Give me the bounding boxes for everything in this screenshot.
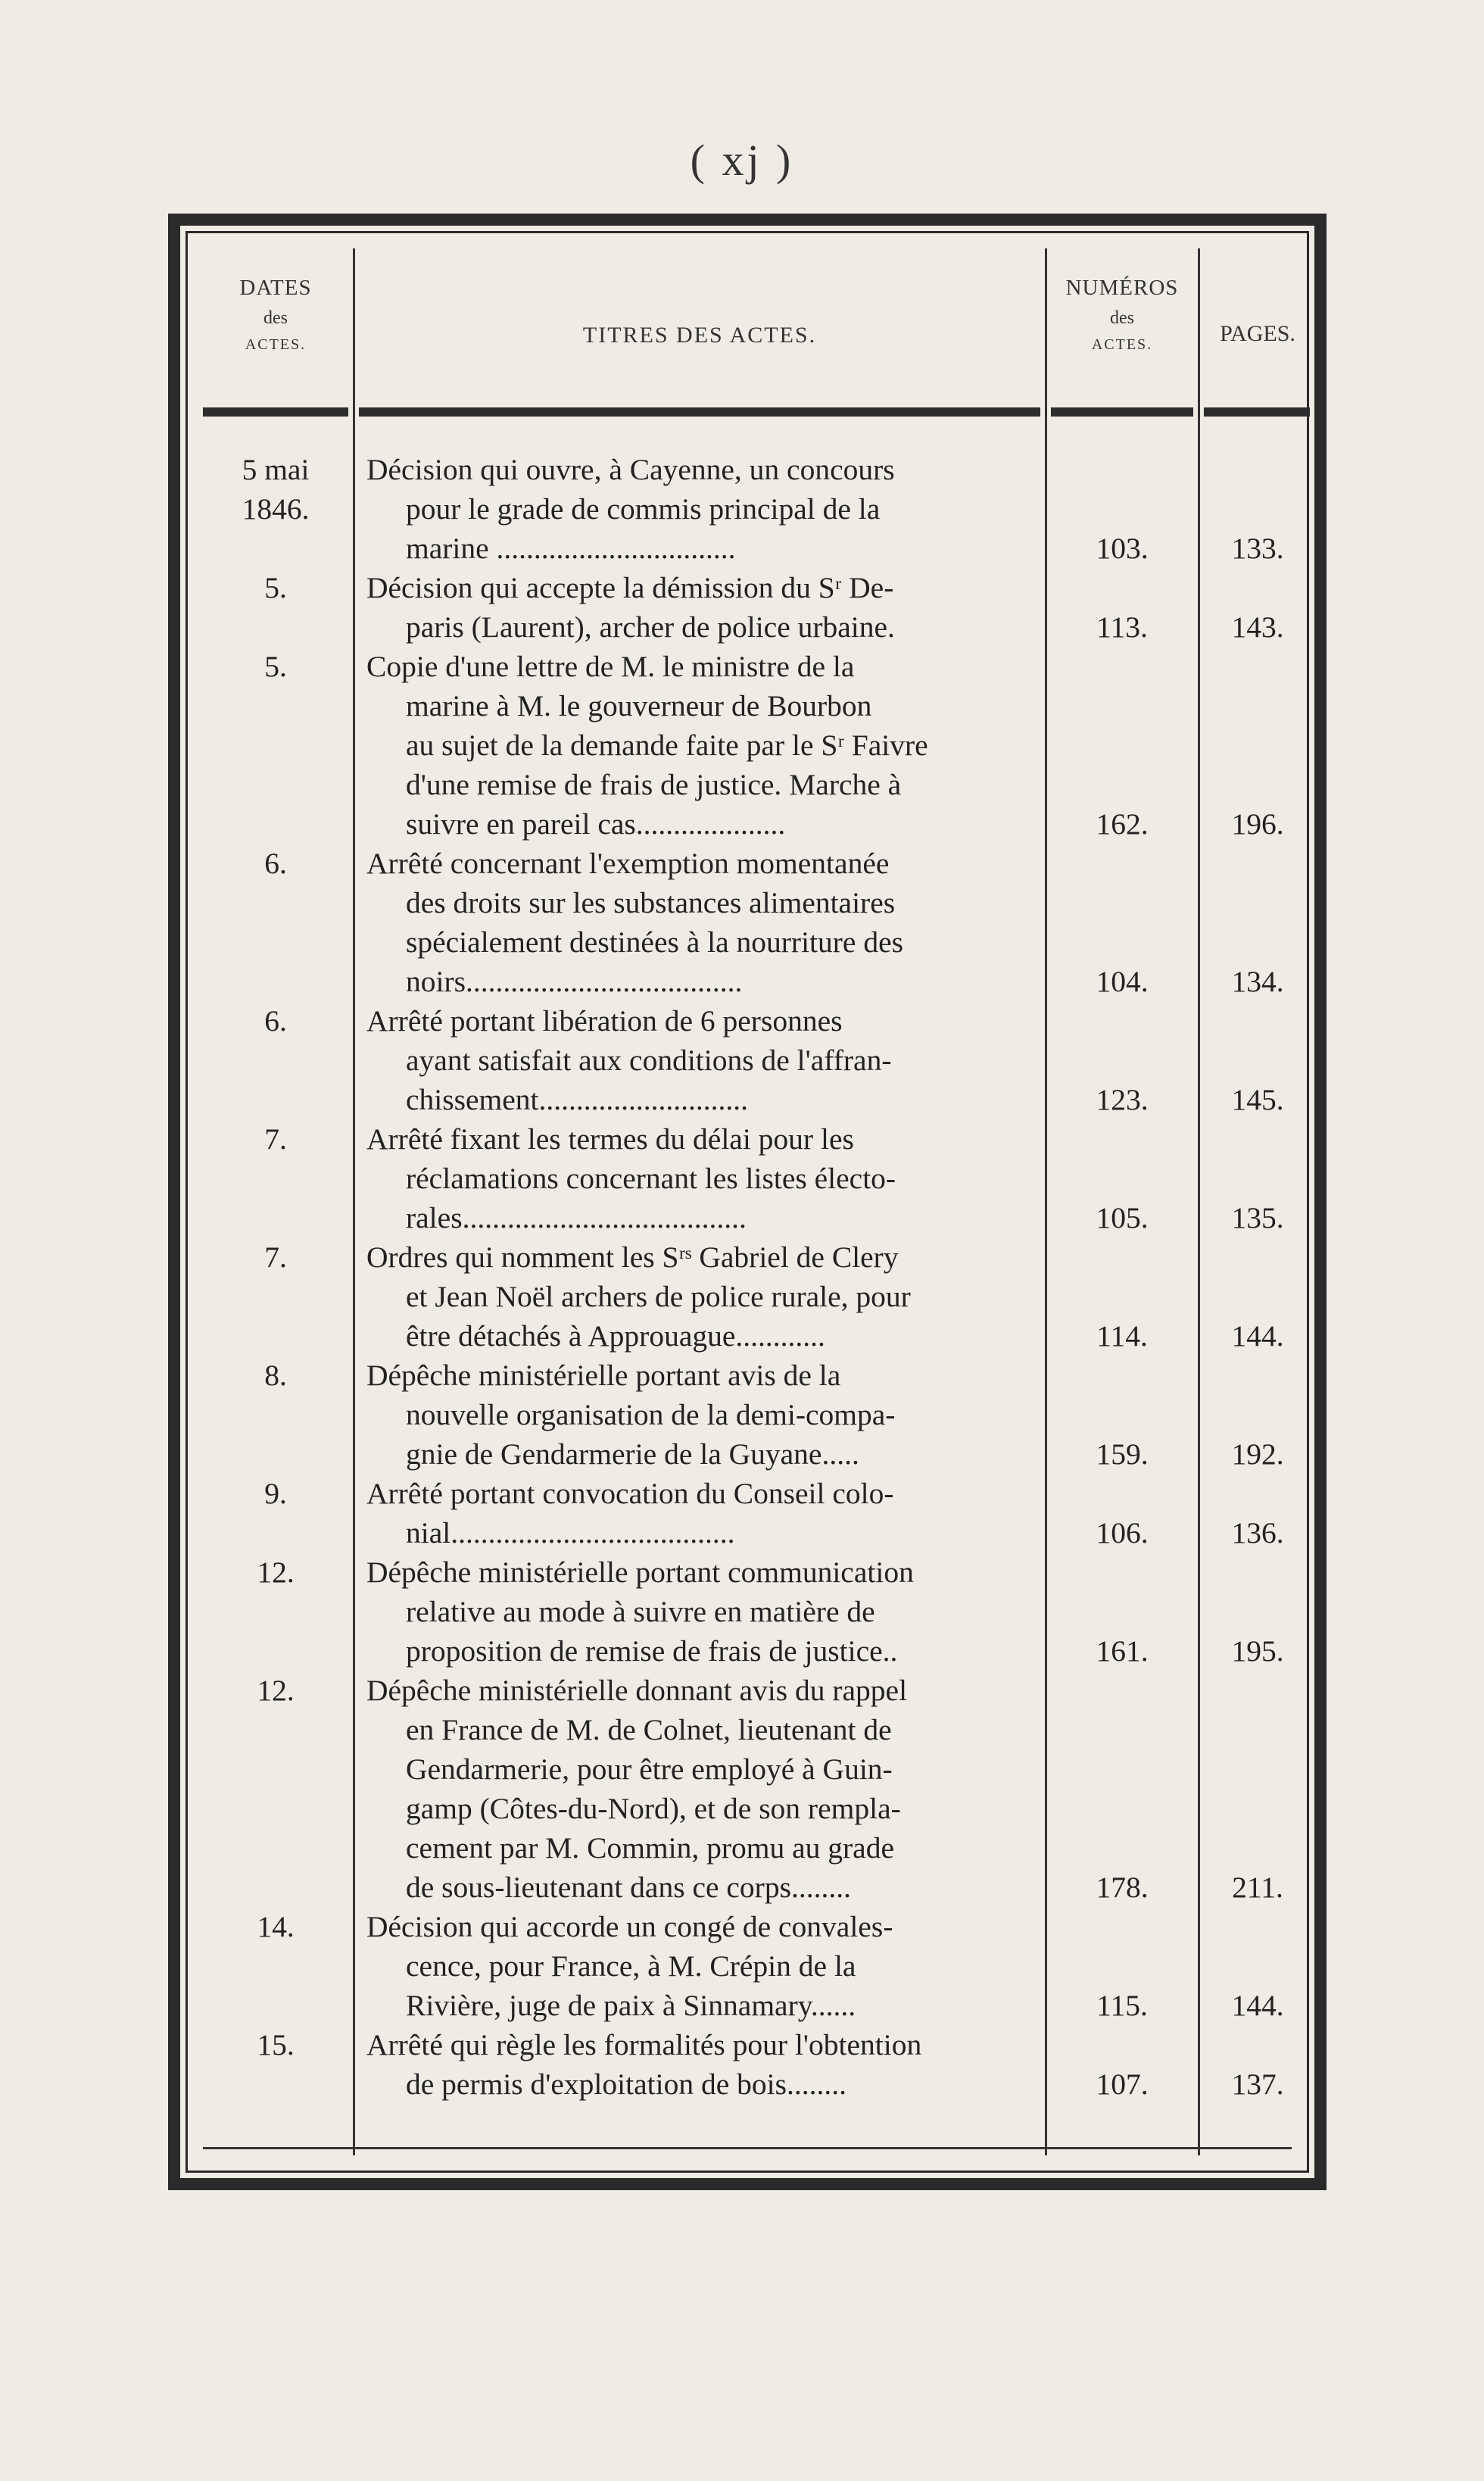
act-title: [366, 1553, 1036, 1671]
act-title-line: ayant satisfait aux conditions de l'affran-: [406, 1044, 892, 1077]
act-number: 106.: [1096, 1516, 1149, 1549]
act-number: 114.: [1096, 1319, 1148, 1353]
act-title: [366, 568, 1036, 647]
act-title-line: rales......................................: [406, 1201, 747, 1234]
act-date: 12.: [257, 1674, 295, 1707]
act-title-line: Arrêté concernant l'exemption momentanée: [366, 847, 890, 880]
act-date: 6.: [264, 847, 287, 880]
bottom-rule: [203, 2147, 1292, 2149]
act-title-line: proposition de remise de frais de justice..: [406, 1634, 898, 1668]
act-date: 15.: [257, 2028, 295, 2061]
act-date: 12.: [257, 1556, 295, 1589]
header-dates-main: DATES: [239, 276, 312, 300]
act-title: [366, 844, 1036, 1001]
header-rule: [203, 407, 348, 417]
act-title-line: d'une remise de frais de justice. Marche à: [406, 768, 902, 801]
act-number: 105.: [1096, 1201, 1149, 1234]
table-row: [180, 1119, 1314, 1237]
act-date: 5.: [264, 650, 287, 683]
act-title-line: Arrêté fixant les termes du délai pour les: [366, 1122, 854, 1156]
act-title: [366, 2025, 1036, 2104]
act-title-line: Décision qui accepte la démission du Sʳ De-: [366, 571, 894, 604]
act-page: 144.: [1231, 1989, 1284, 2022]
table-row: [180, 1237, 1314, 1356]
act-title-line: Rivière, juge de paix à Sinnamary......: [406, 1989, 856, 2022]
act-title-line: Dépêche ministérielle donnant avis du rappel: [366, 1674, 908, 1707]
act-title-line: spécialement destinées à la nourriture des: [406, 925, 903, 959]
table-body: [180, 450, 1314, 2104]
act-title: [366, 1001, 1036, 1119]
header-pages: PAGES.: [1220, 321, 1295, 346]
act-title-line: marine à M. le gouverneur de Bourbon: [406, 689, 872, 722]
act-title: [366, 450, 1036, 568]
act-page: 195.: [1231, 1634, 1284, 1668]
act-title-line: Arrêté portant convocation du Conseil colo-: [366, 1477, 894, 1510]
header-numeros-sub2: ACTES.: [1091, 336, 1153, 353]
act-number: 107.: [1096, 2068, 1149, 2101]
act-title-line: pour le grade de commis principal de la: [406, 492, 881, 526]
act-page: 137.: [1231, 2068, 1284, 2101]
header-dates-sub2: ACTES.: [245, 336, 307, 353]
act-title-line: suivre en pareil cas....................: [406, 807, 786, 841]
table-header: [180, 253, 1314, 397]
table-row: [180, 1356, 1314, 1474]
act-title: [366, 1671, 1036, 1907]
act-title-line: réclamations concernant les listes électo-: [406, 1162, 896, 1195]
act-number: 161.: [1096, 1634, 1149, 1668]
table-row: [180, 1001, 1314, 1119]
act-title-line: gnie de Gendarmerie de la Guyane.....: [406, 1437, 859, 1471]
act-date: 9.: [264, 1477, 287, 1510]
act-title-line: Arrêté portant libération de 6 personnes: [366, 1004, 843, 1038]
act-page: 145.: [1231, 1083, 1284, 1116]
act-title-line: Décision qui ouvre, à Cayenne, un concours: [366, 453, 895, 486]
act-title-line: relative au mode à suivre en matière de: [406, 1595, 875, 1628]
header-numeros-sub: des: [1110, 308, 1134, 328]
act-title-line: Décision qui accorde un congé de convales-: [366, 1910, 893, 1943]
page-number: ( xj ): [690, 136, 794, 185]
act-page: 136.: [1231, 1516, 1284, 1549]
act-title-line: au sujet de la demande faite par le Sʳ Faivre: [406, 729, 928, 762]
act-page: 134.: [1231, 965, 1284, 998]
act-title-line: Arrêté qui règle les formalités pour l'obtention: [366, 2028, 922, 2061]
header-rule: [1204, 407, 1310, 417]
table-row: [180, 1671, 1314, 1907]
act-number: 162.: [1096, 807, 1149, 841]
act-page: 135.: [1231, 1201, 1284, 1234]
header-rule: [1051, 407, 1193, 417]
act-title-line: et Jean Noël archers de police rurale, pour: [406, 1280, 911, 1313]
header-dates: [200, 276, 351, 354]
act-date: 14.: [257, 1910, 295, 1943]
act-title-line: de permis d'exploitation de bois........: [406, 2068, 846, 2101]
act-page: 211.: [1232, 1871, 1283, 1904]
act-title-line: Gendarmerie, pour être employé à Guin-: [406, 1752, 893, 1786]
act-page: 133.: [1231, 532, 1284, 565]
act-number: 123.: [1096, 1083, 1149, 1116]
act-number: 115.: [1096, 1989, 1148, 2022]
act-date: 7.: [264, 1240, 287, 1274]
table-row: [180, 844, 1314, 1001]
act-title-line: de sous-lieutenant dans ce corps........: [406, 1871, 851, 1904]
act-title-line: des droits sur les substances alimentaires: [406, 886, 896, 919]
act-title: [366, 1474, 1036, 1553]
table-row: [180, 1907, 1314, 2025]
act-number: 178.: [1096, 1871, 1149, 1904]
act-page: 192.: [1231, 1437, 1284, 1471]
act-date: 6.: [264, 1004, 287, 1038]
header-dates-sub: des: [263, 308, 288, 328]
act-title: [366, 1237, 1036, 1356]
act-page: 144.: [1231, 1319, 1284, 1353]
act-title-line: nial......................................: [406, 1516, 735, 1549]
act-page: 196.: [1231, 807, 1284, 841]
act-title: [366, 1907, 1036, 2025]
table-row: [180, 568, 1314, 647]
table-row: [180, 450, 1314, 568]
act-date: 7.: [264, 1122, 287, 1156]
act-title-line: paris (Laurent), archer de police urbaine.: [406, 610, 895, 644]
act-date: 8.: [264, 1359, 287, 1392]
act-title-line: gamp (Côtes-du-Nord), et de son rempla-: [406, 1792, 901, 1825]
act-number: 103.: [1096, 532, 1149, 565]
acts-table: [168, 214, 1327, 2190]
act-title-line: en France de M. de Colnet, lieutenant de: [406, 1713, 892, 1746]
act-title-line: chissement............................: [406, 1083, 749, 1116]
act-title-line: Ordres qui nomment les Sʳˢ Gabriel de Clery: [366, 1240, 899, 1274]
act-title: [366, 647, 1036, 844]
act-number: 104.: [1096, 965, 1149, 998]
act-date: 5.: [264, 571, 287, 604]
act-title: [366, 1119, 1036, 1237]
act-title: [366, 1356, 1036, 1474]
header-titles: TITRES DES ACTES.: [582, 323, 817, 348]
act-title-line: Dépêche ministérielle portant communication: [366, 1556, 914, 1589]
header-rule: [359, 407, 1040, 417]
act-title-line: Copie d'une lettre de M. le ministre de la: [366, 650, 855, 683]
act-date: 5 mai 1846.: [242, 453, 310, 526]
act-title-line: être détachés à Approuague............: [406, 1319, 825, 1353]
table-row: [180, 1474, 1314, 1553]
act-title-line: cement par M. Commin, promu au grade: [406, 1831, 894, 1865]
act-page: 143.: [1231, 610, 1284, 644]
table-row: [180, 2025, 1314, 2104]
header-numeros-main: NUMÉROS: [1065, 276, 1179, 300]
act-title-line: nouvelle organisation de la demi-compa-: [406, 1398, 896, 1431]
table-row: [180, 647, 1314, 844]
table-row: [180, 1553, 1314, 1671]
act-title-line: noirs.....................................: [406, 965, 743, 998]
header-numeros: [1048, 276, 1196, 354]
act-title-line: marine ................................: [406, 532, 736, 565]
act-title-line: Dépêche ministérielle portant avis de la: [366, 1359, 841, 1392]
act-number: 159.: [1096, 1437, 1149, 1471]
act-title-line: cence, pour France, à M. Crépin de la: [406, 1949, 856, 1983]
act-number: 113.: [1096, 610, 1148, 644]
